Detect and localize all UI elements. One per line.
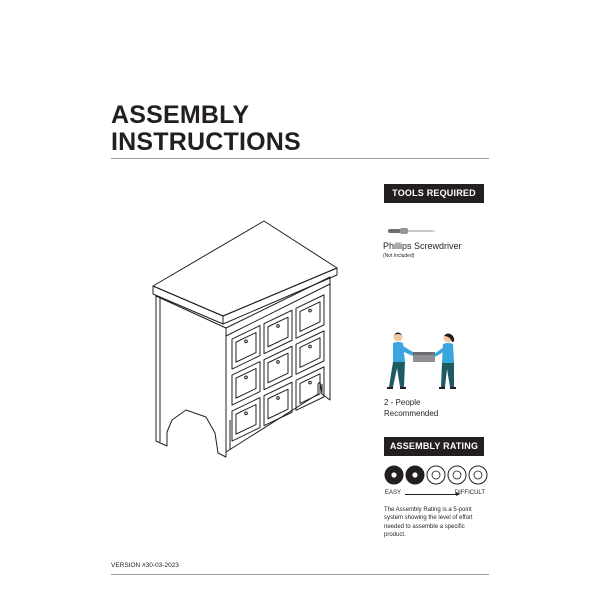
nightstand-illustration: [150, 220, 340, 460]
people-count: 2 - People: [384, 398, 421, 407]
screwdriver-icon: [388, 226, 438, 236]
assembly-rating-scale: [384, 465, 488, 485]
page-title: [111, 102, 301, 156]
drawer-panel-inset: [268, 317, 288, 347]
rating-description: The Assembly Rating is a 5-point system showing the level of effort needed to assemble a specific product.: [384, 507, 473, 539]
drawer-grid: [232, 295, 324, 441]
drawer-knob: [277, 397, 280, 400]
version-label: VERSION #30-03-2023: [111, 562, 179, 569]
rating-dot-center: [412, 472, 417, 477]
easy-label: EASY: [385, 490, 402, 496]
drawer-panel-inset: [268, 353, 288, 383]
assembly-rating-header: ASSEMBLY RATING: [384, 437, 484, 456]
drawer-panel-inset: [236, 369, 256, 399]
drawer-panel-inset: [300, 374, 320, 404]
arrow-right-icon: [405, 494, 459, 495]
tool-note: (Not Included): [383, 253, 415, 259]
difficulty-scale: [385, 489, 485, 499]
drawer-knob: [245, 412, 248, 415]
people-recommendation: [384, 397, 474, 419]
title-line-2: INSTRUCTIONS: [111, 128, 301, 156]
drawer-panel-inset: [236, 405, 256, 435]
drawer-knob: [277, 361, 280, 364]
rating-dot-center: [391, 472, 396, 477]
drawer-panel-inset: [300, 338, 320, 368]
rating-dot-center: [432, 471, 440, 479]
rating-dot-center: [453, 471, 461, 479]
top-front-edge: [153, 286, 223, 324]
drawer-knob: [309, 381, 312, 384]
drawer-panel-inset: [300, 302, 320, 332]
drawer-knob: [245, 376, 248, 379]
two-people-carrying-box-icon: [384, 330, 464, 392]
people-recommended-label: Recommended: [384, 409, 439, 418]
tools-required-header: TOOLS REQUIRED: [384, 184, 484, 203]
drawer-panel-inset: [236, 333, 256, 363]
drawer-knob: [309, 309, 312, 312]
difficult-label: DIFFICULT: [454, 490, 485, 496]
side-panel: [156, 296, 226, 457]
drawer-knob: [309, 345, 312, 348]
bottom-divider: [111, 574, 489, 575]
top-divider: [111, 158, 489, 159]
title-line-1: ASSEMBLY: [111, 101, 250, 129]
drawer-knob: [277, 325, 280, 328]
drawer-knob: [245, 340, 248, 343]
tool-name: Phillips Screwdriver: [383, 241, 462, 251]
rating-dot-center: [474, 471, 482, 479]
